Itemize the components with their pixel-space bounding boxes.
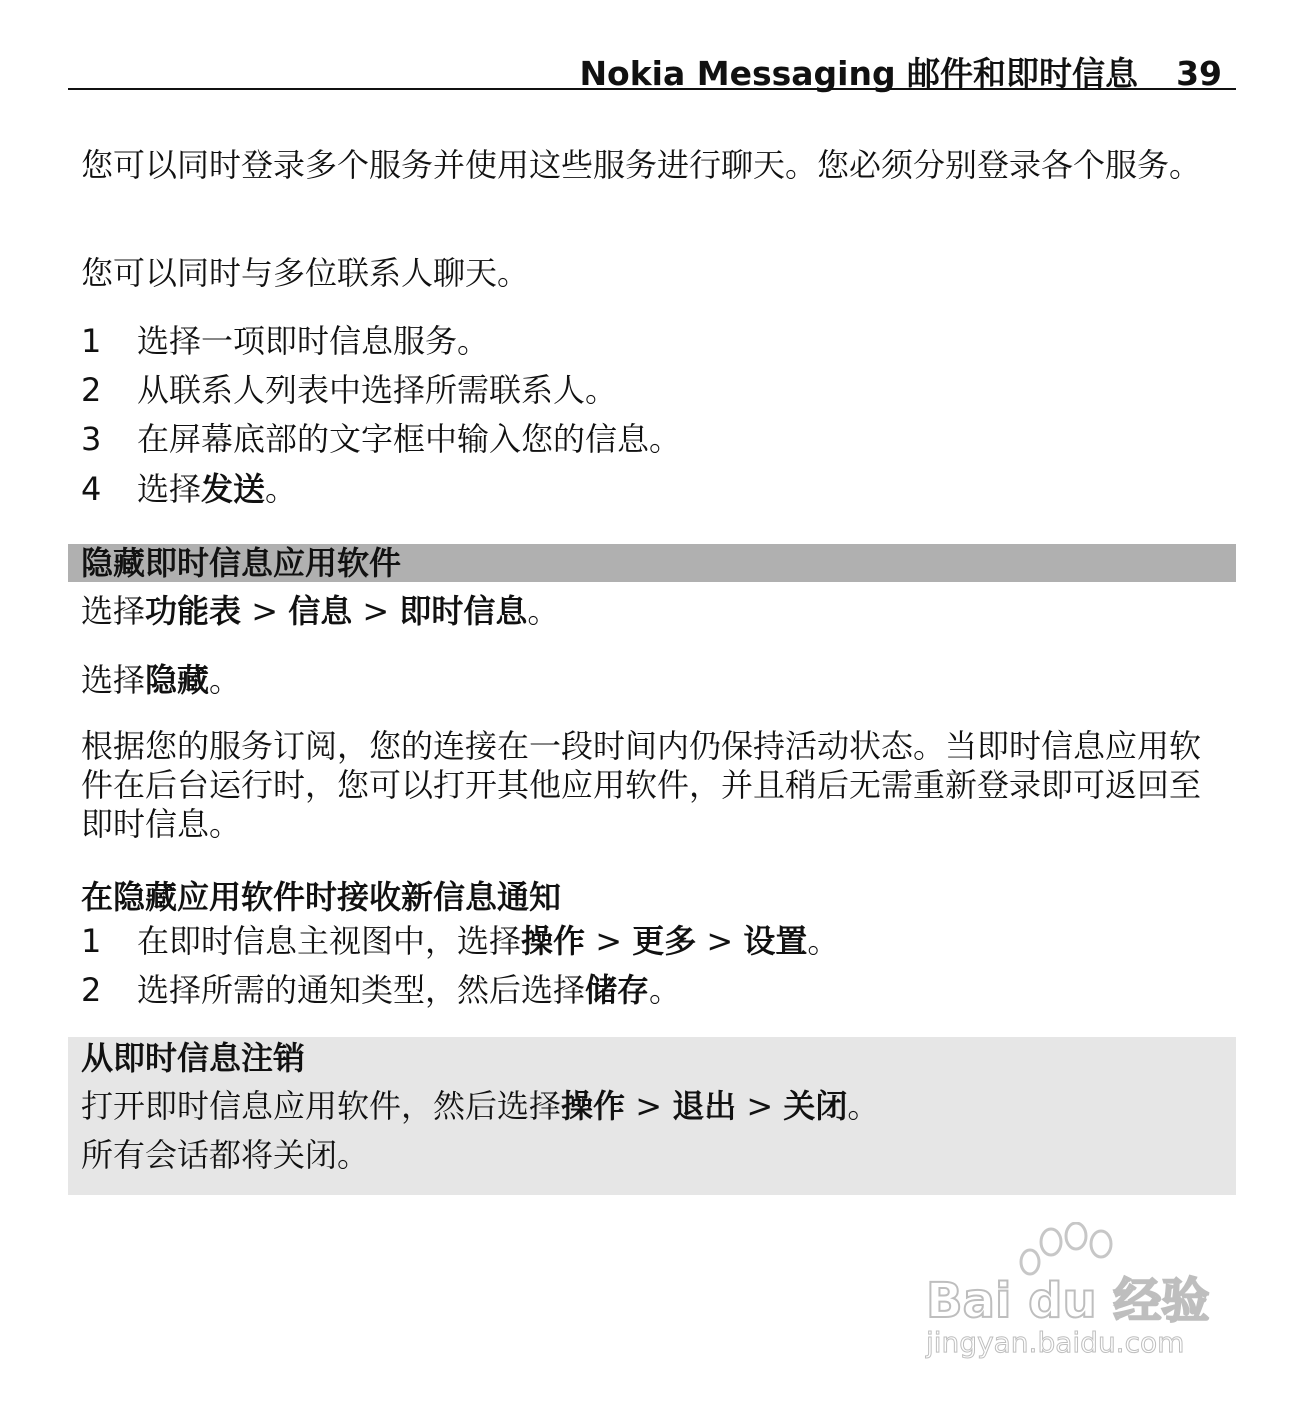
save-command: 储存 [585, 971, 650, 1009]
menu-item-functions: 功能表 [145, 592, 242, 630]
settings-command: 设置 [743, 922, 808, 960]
hide-description: 根据您的服务订阅，您的连接在一段时间内仍保持活动状态。当即时信息应用软件在后台运行时，您可以打开其他应用软件，并且稍后无需重新登录即可返回至即时信息。 [81, 727, 1202, 843]
logout-note: 所有会话都将关闭。 [81, 1136, 370, 1174]
chat-step [81, 371, 617, 410]
path-text-end: 。 [527, 592, 560, 630]
section-title-logout: 从即时信息注销 [81, 1039, 306, 1077]
logout-instruction [81, 1087, 1226, 1126]
step-number: 2 [81, 371, 102, 409]
chat-step [81, 470, 297, 509]
step-text-end: 。 [265, 470, 298, 508]
section-title-notify: 在隐藏应用软件时接收新信息通知 [81, 878, 562, 916]
step-text: 选择所需的通知类型，然后选择 [137, 971, 586, 1009]
step-number: 1 [81, 922, 102, 960]
path-separator: > [696, 922, 744, 960]
notify-step [81, 922, 839, 961]
step-number: 1 [81, 322, 102, 360]
page-number: 39 [1176, 54, 1222, 93]
step-number: 3 [81, 420, 102, 458]
page-header [68, 44, 1236, 93]
select-text-end: 。 [209, 661, 242, 699]
baidu-watermark [926, 1222, 1226, 1372]
path-text: 选择 [81, 592, 146, 630]
operate-command: 操作 [561, 1087, 626, 1125]
step-text: 在屏幕底部的文字框中输入您的信息。 [137, 420, 682, 458]
menu-item-messages: 信息 [288, 592, 353, 630]
header-title: Nokia Messaging 邮件和即时信息 [579, 54, 1139, 93]
path-separator: > [736, 1087, 784, 1125]
notify-step [81, 971, 681, 1010]
intro-paragraph-2: 您可以同时与多位联系人聊天。 [81, 254, 530, 292]
operate-command: 操作 [521, 922, 586, 960]
exit-command: 退出 [672, 1087, 737, 1125]
send-command: 发送 [201, 470, 266, 508]
hide-command: 隐藏 [145, 661, 210, 699]
chat-step [81, 322, 489, 361]
step-text-end: 。 [807, 922, 840, 960]
section-title-hide: 隐藏即时信息应用软件 [81, 544, 402, 582]
logout-text: 打开即时信息应用软件，然后选择 [81, 1087, 562, 1125]
hide-menu-path [81, 592, 1226, 631]
path-separator: > [241, 592, 289, 630]
logout-text-end: 。 [847, 1087, 880, 1125]
hide-select [81, 661, 1226, 700]
chat-step [81, 420, 681, 459]
menu-item-im: 即时信息 [399, 592, 528, 630]
close-command: 关闭 [783, 1087, 848, 1125]
path-separator: > [352, 592, 400, 630]
step-text: 选择一项即时信息服务。 [137, 322, 490, 360]
step-text: 从联系人列表中选择所需联系人。 [137, 371, 618, 409]
step-text: 选择 [137, 470, 202, 508]
step-number: 4 [81, 470, 102, 508]
select-text: 选择 [81, 661, 146, 699]
more-command: 更多 [632, 922, 697, 960]
step-text: 在即时信息主视图中，选择 [137, 922, 522, 960]
intro-paragraph-1: 您可以同时登录多个服务并使用这些服务进行聊天。您必须分别登录各个服务。 [81, 146, 1202, 184]
header-text [579, 48, 1222, 95]
step-number: 2 [81, 971, 102, 1009]
path-separator: > [625, 1087, 673, 1125]
path-separator: > [585, 922, 633, 960]
step-text-end: 。 [649, 971, 682, 1009]
watermark-url: jingyan.baidu.com [926, 1326, 1185, 1359]
watermark-brand: Bai du 经验 [926, 1273, 1210, 1329]
